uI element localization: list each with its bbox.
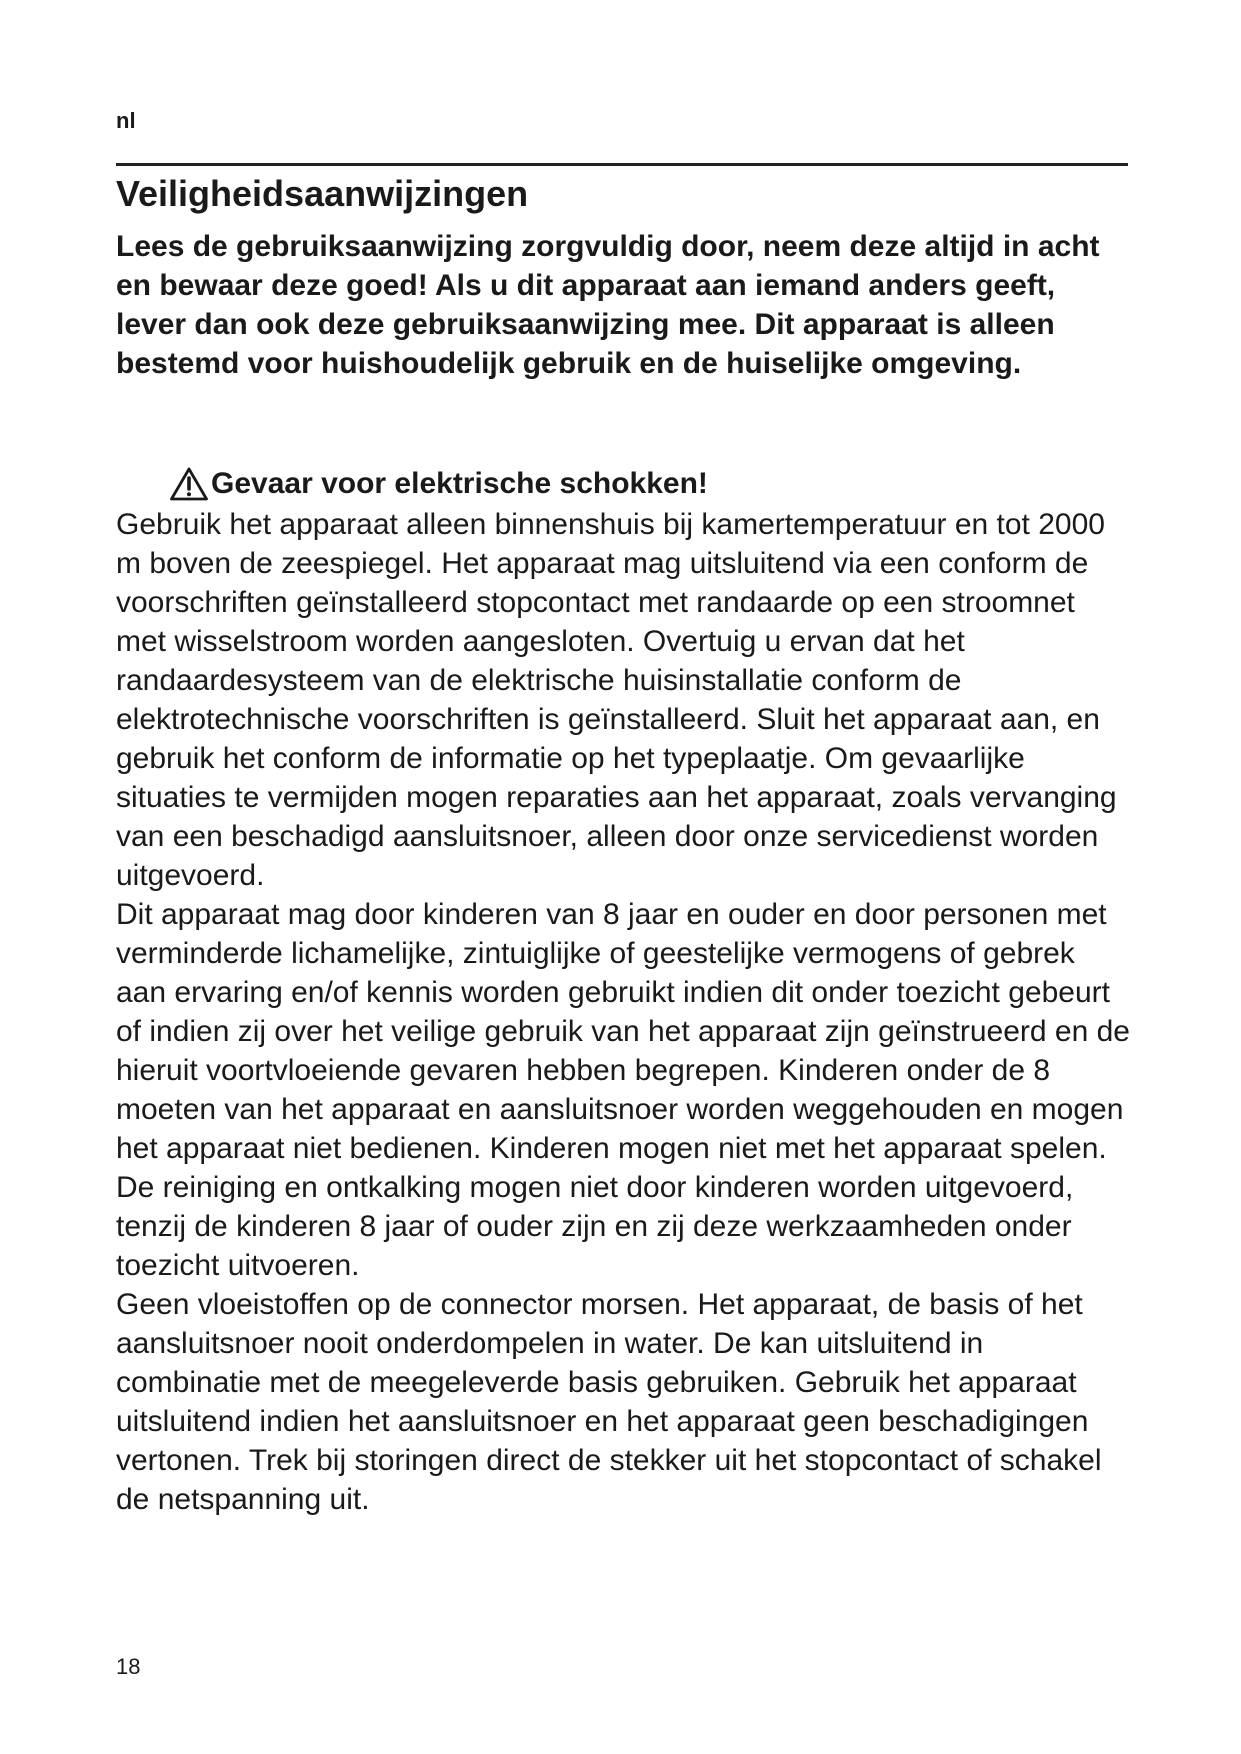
body-text (116, 505, 1131, 1519)
warning-heading (169, 465, 708, 503)
paragraph-cleaning: De reiniging en ontkalking mogen niet door kinderen worden uitgevoerd, tenzij de kinderen 8 jaar of ouder zijn en zij deze werkzaamheden onder toezicht uitvoeren. (116, 1171, 1074, 1282)
paragraph-electrical-safety: Gebruik het apparaat alleen binnenshuis bij kamertemperatuur en tot 2000 m boven de zeespiegel. Het apparaat mag uitsluitend via een conform de voorschriften geïnstalleerd stopcontact met randaarde op een stroomnet met wisselstroom worden aangesloten. Overtuig u ervan dat het randaardesysteem van de elektrische huisinstallatie conform de elektrotechnische voorschriften is geïnstalleerd. Sluit het apparaat aan, en gebruik het conform de informatie op het typeplaatje. Om gevaarlijke situaties te vermijden mogen reparaties aan het apparaat, zoals vervanging van een beschadigd aansluitsnoer, alleen door onze servicedienst worden uitgevoerd. (116, 508, 1117, 892)
intro-paragraph: Lees de gebruiksaanwijzing zorgvuldig door, neem deze altijd in acht en bewaar deze goed! Als u dit apparaat aan iemand anders geeft, lever dan ook deze gebruiksaanwijzing mee. Dit apparaat is alleen bestemd voor huishoudelijk gebruik en de huiselijke omgeving. (116, 230, 1100, 380)
page-number: 18 (116, 1654, 141, 1679)
paragraph-children-usage: Dit apparaat mag door kinderen van 8 jaar en ouder en door personen met verminderde lichamelijke, zintuiglijke of geestelijke vermogens of gebrek aan ervaring en/of kennis worden gebruikt indien dit onder toezicht gebeurt of indien zij over het veilige gebruik van het apparaat zijn geïnstrueerd en de hieruit voortvloeiende gevaren hebben begrepen. Kinderen onder de 8 moeten van het apparaat en aansluitsnoer worden weggehouden en mogen het apparaat niet bedienen. Kinderen mogen niet met het apparaat spelen. (116, 898, 1130, 1165)
paragraph-liquids: Geen vloeistoffen op de connector morsen. Het apparaat, de basis of het aansluitsnoer nooit onderdompelen in water. De kan uitsluitend in combinatie met de meegeleverde basis gebruiken. Gebruik het apparaat uitsluitend indien het aansluitsnoer en het apparaat geen beschadigingen vertonen. Trek bij storingen direct de stekker uit het stopcontact of schakel de netspanning uit. (116, 1288, 1102, 1516)
warning-triangle-icon (169, 466, 209, 502)
language-label: nl (116, 108, 136, 133)
section-title: Veiligheidsaanwijzingen (116, 173, 529, 214)
header-divider (116, 163, 1128, 166)
warning-heading-text: Gevaar voor elektrische schokken! (211, 467, 708, 500)
